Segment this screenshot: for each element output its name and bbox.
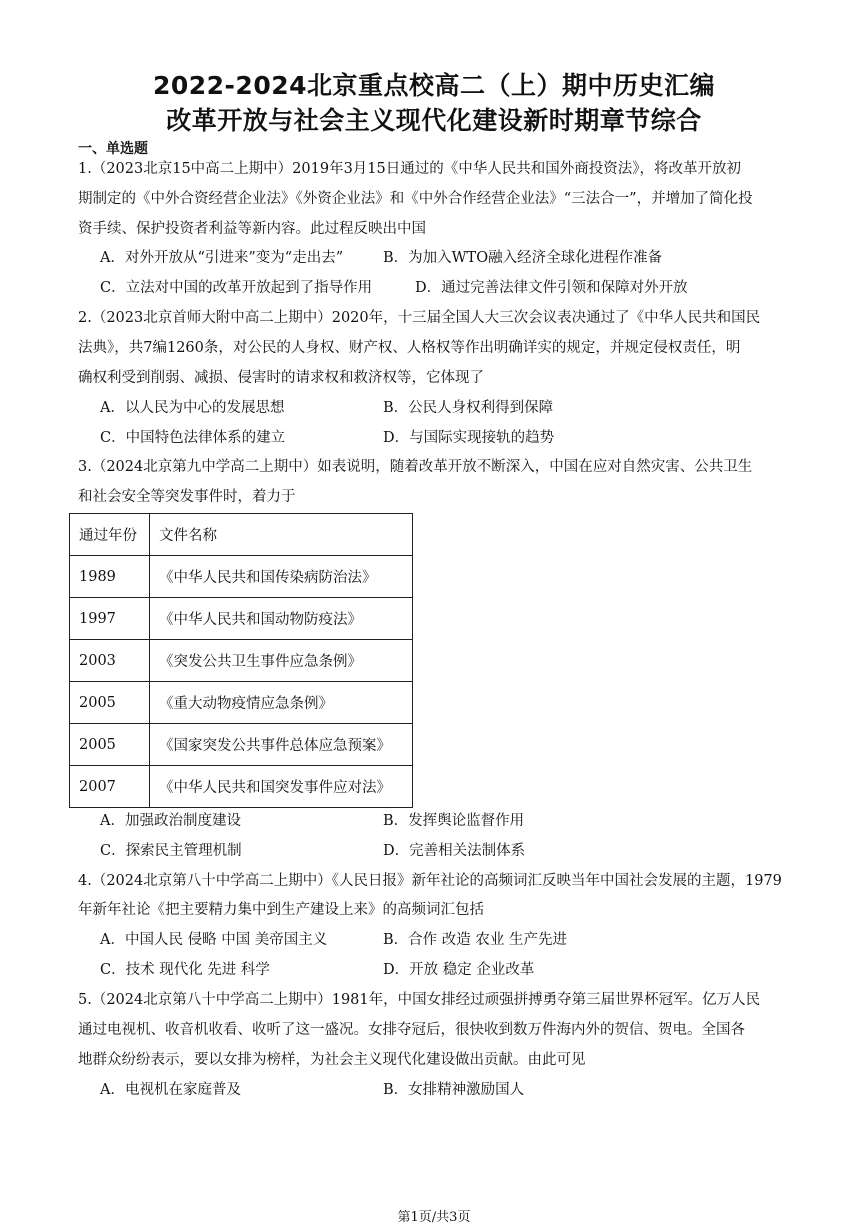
table-row	[70, 724, 413, 766]
question-text-line: 法典》，共7编1260条，对公民的人身权、财产权、人格权等作出明确详实的规定，并规定侵权责任，明	[78, 340, 741, 356]
table-cell-document: 《国家突发公共事件总体应急预案》	[150, 724, 413, 766]
table-cell-document: 《中华人民共和国动物防疫法》	[150, 598, 413, 640]
option-c: C．立法对中国的改革开放起到了指导作用	[100, 280, 373, 296]
table-cell-year: 2005	[70, 724, 150, 766]
option-b: B．合作 改造 农业 生产先进	[383, 932, 567, 948]
table-cell-year: 2007	[70, 766, 150, 808]
question-text-line: 2.（2023北京首师大附中高二上期中）2020年，十三届全国人大三次会议表决通过了《中华人民共和国民	[78, 310, 761, 326]
question-text-line: 1.（2023北京15中高二上期中）2019年3月15日通过的《中华人民共和国外商投资法》，将改革开放初	[78, 161, 742, 177]
option-a: A．对外开放从“引进来”变为“走出去”	[100, 250, 344, 266]
option-d: D．通过完善法律文件引领和保障对外开放	[415, 280, 688, 296]
page-number: 第1页/共3页	[397, 1210, 471, 1225]
option-a: A．中国人民 侵略 中国 美帝国主义	[100, 932, 328, 948]
table-cell-document: 《中华人民共和国突发事件应对法》	[150, 766, 413, 808]
option-a: A．电视机在家庭普及	[100, 1082, 241, 1098]
option-c: C．中国特色法律体系的建立	[100, 430, 286, 446]
option-d: D．与国际实现接轨的趋势	[383, 430, 555, 446]
question-text-line: 年新年社论《把主要精力集中到生产建设上来》的高频词汇包括	[78, 902, 484, 918]
table-row	[70, 682, 413, 724]
law-table	[69, 513, 413, 808]
table-cell-year: 1989	[70, 556, 150, 598]
option-c: C．探索民主管理机制	[100, 843, 242, 859]
option-b: B．发挥舆论监督作用	[383, 813, 525, 829]
table-header-row	[70, 514, 413, 556]
question-text-line: 通过电视机、收音机收看、收听了这一盛况。女排夺冠后，很快收到数万件海内外的贺信、贺电。全国各	[78, 1022, 745, 1038]
table-cell-year: 2003	[70, 640, 150, 682]
option-c: C．技术 现代化 先进 科学	[100, 962, 270, 978]
document-title-line2: 改革开放与社会主义现代化建设新时期章节综合	[166, 106, 702, 135]
table-row	[70, 556, 413, 598]
question-text-line: 期制定的《中外合资经营企业法》《外资企业法》和《中外合作经营企业法》“三法合一”，并增加了简化投	[78, 191, 753, 207]
question-text-line: 4.（2024北京第八十中学高二上期中）《人民日报》新年社论的高频词汇反映当年中国社会发展的主题，1979	[78, 873, 782, 889]
question-text-line: 确权利受到削弱、减损、侵害时的请求权和救济权等，它体现了	[78, 370, 484, 386]
option-b: B．公民人身权利得到保障	[383, 400, 554, 416]
table-cell-year: 1997	[70, 598, 150, 640]
table-row	[70, 640, 413, 682]
option-d: D．完善相关法制体系	[383, 843, 526, 859]
table-cell-year: 2005	[70, 682, 150, 724]
section-heading: 一、单选题	[78, 141, 148, 157]
table-header-cell: 通过年份	[70, 514, 150, 556]
question-text-line: 5.（2024北京第八十中学高二上期中）1981年，中国女排经过顽强拼搏勇夺第三届世界杯冠军。亿万人民	[78, 992, 761, 1008]
table-cell-document: 《中华人民共和国传染病防治法》	[150, 556, 413, 598]
table-cell-document: 《突发公共卫生事件应急条例》	[150, 640, 413, 682]
question-text-line: 地群众纷纷表示，要以女排为榜样，为社会主义现代化建设做出贡献。由此可见	[78, 1052, 586, 1068]
table-row	[70, 766, 413, 808]
option-b: B．为加入WTO融入经济全球化进程作准备	[383, 250, 663, 266]
table-cell-document: 《重大动物疫情应急条例》	[150, 682, 413, 724]
table-row	[70, 598, 413, 640]
document-title-line1: 2022-2024北京重点校高二（上）期中历史汇编	[152, 71, 716, 100]
table-header-cell: 文件名称	[150, 514, 413, 556]
option-a: A．加强政治制度建设	[100, 813, 241, 829]
question-text-line: 和社会安全等突发事件时，着力于	[78, 489, 296, 505]
question-text-line: 资手续、保护投资者利益等新内容。此过程反映出中国	[78, 221, 426, 237]
question-text-line: 3.（2024北京第九中学高二上期中）如表说明，随着改革开放不断深入，中国在应对自然灾害、公共卫生	[78, 459, 753, 475]
option-d: D．开放 稳定 企业改革	[383, 962, 535, 978]
option-a: A．以人民为中心的发展思想	[100, 400, 285, 416]
option-b: B．女排精神激励国人	[383, 1082, 525, 1098]
